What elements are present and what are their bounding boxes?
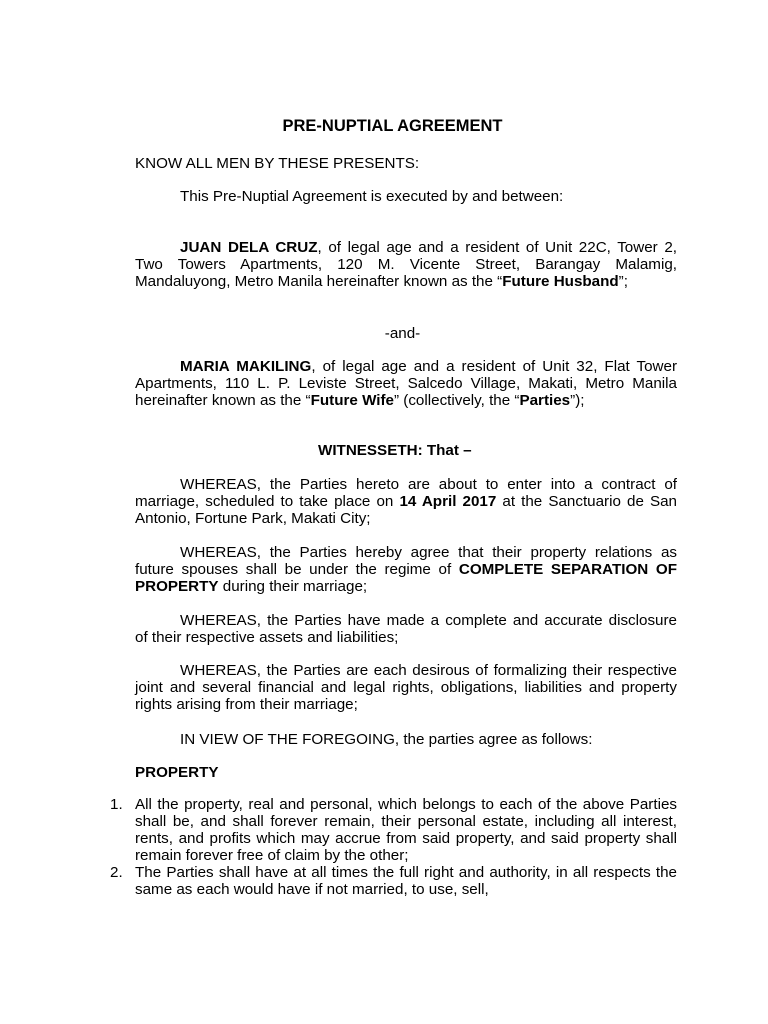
whereas2-text-a: WHEREAS, the Parties hereby agree that their property relations as future spouses shall be under the regime of bbox=[135, 544, 677, 578]
property-heading: PROPERTY bbox=[135, 764, 219, 781]
and-separator: -and- bbox=[384, 325, 421, 342]
parties-label: Parties bbox=[519, 392, 571, 409]
whereas-paragraph-3 bbox=[135, 612, 677, 646]
list-item bbox=[110, 796, 677, 864]
whereas4-text: WHEREAS, the Parties are each desirous of formalizing their respective joint and several financial and legal rights, obligations, liabilities and property rights arising from their marriage; bbox=[135, 662, 677, 713]
list-item bbox=[110, 864, 677, 898]
property-regime: COMPLETE SEPARATION OF PROPERTY bbox=[135, 561, 677, 595]
husband-name: JUAN DELA CRUZ bbox=[180, 239, 318, 256]
list-item-number: 2. bbox=[110, 864, 123, 881]
husband-text-a: , of legal age and a resident of Unit 22C, Tower 2, Two Towers Apartments, 120 M. Vicente Street, Barangay Malamig, Mandaluyong, Metro Manila hereinafter known as the “ bbox=[135, 239, 677, 290]
husband-label: Future Husband bbox=[502, 273, 619, 290]
whereas-paragraph-4 bbox=[135, 662, 677, 713]
whereas1-text-a: WHEREAS, the Parties hereto are about to enter into a contract of marriage, scheduled to take place on bbox=[135, 476, 677, 510]
wedding-date: 14 April 2017 bbox=[399, 493, 497, 510]
know-all-line: KNOW ALL MEN BY THESE PRESENTS: bbox=[135, 155, 420, 172]
husband-paragraph bbox=[135, 239, 677, 290]
whereas2-text-b: during their marriage; bbox=[218, 578, 368, 595]
husband-text-b: ”; bbox=[618, 273, 628, 290]
whereas-paragraph-1 bbox=[135, 476, 677, 527]
list-item-text: All the property, real and personal, which belongs to each of the above Parties shall be, and shall forever remain, their personal estate, including all interest, rents, and profits which may accrue from said property, and said property shall remain forever free of claim by the other; bbox=[135, 796, 677, 864]
wife-name: MARIA MAKILING bbox=[180, 358, 312, 375]
wife-label: Future Wife bbox=[310, 392, 394, 409]
list-item-text: The Parties shall have at all times the full right and authority, in all respects the same as each would have if not married, to use, sell, bbox=[135, 864, 677, 898]
whereas-paragraph-2 bbox=[135, 544, 677, 595]
in-view-line: IN VIEW OF THE FOREGOING, the parties agree as follows: bbox=[180, 731, 593, 748]
property-list bbox=[110, 796, 677, 898]
witnesseth-heading: WITNESSETH: That – bbox=[318, 442, 472, 459]
wife-paragraph bbox=[135, 358, 677, 409]
whereas1-text-b: at the Sanctuario de San Antonio, Fortune Park, Makati City; bbox=[135, 493, 678, 527]
wife-text-b: ” (collectively, the “ bbox=[394, 392, 520, 409]
document-title: PRE-NUPTIAL AGREEMENT bbox=[282, 117, 503, 135]
wife-text-a: , of legal age and a resident of Unit 32, Flat Tower Apartments, 110 L. P. Leviste Street, Salcedo Village, Makati, Metro Manila hereinafter known as the “ bbox=[135, 358, 678, 409]
executed-by-line: This Pre-Nuptial Agreement is executed by and between: bbox=[180, 188, 564, 205]
list-item-number: 1. bbox=[110, 796, 123, 813]
wife-text-c: ”); bbox=[570, 392, 585, 409]
whereas3-text: WHEREAS, the Parties have made a complete and accurate disclosure of their respective assets and liabilities; bbox=[135, 612, 677, 646]
